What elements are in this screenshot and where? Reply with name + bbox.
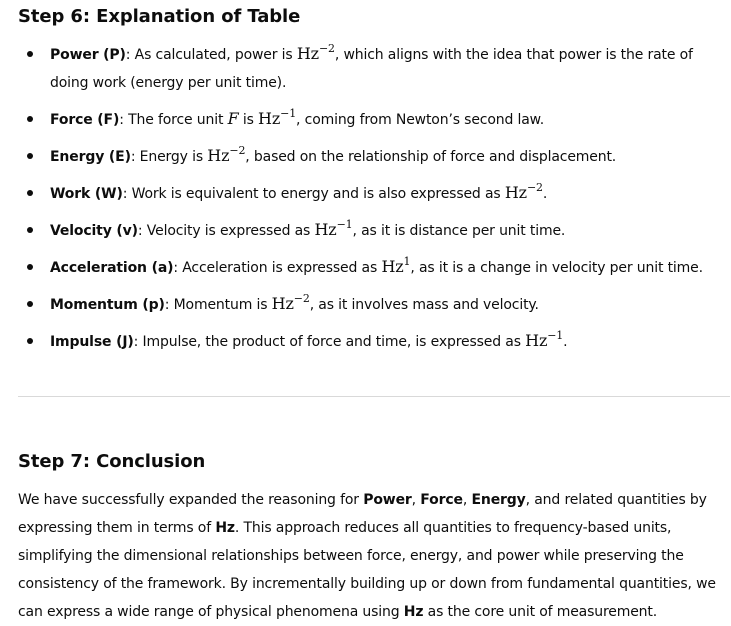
list-item-work bbox=[18, 179, 718, 208]
unit-expression bbox=[207, 146, 245, 165]
term: Work (W) bbox=[50, 186, 123, 202]
term: Velocity (v) bbox=[50, 223, 138, 239]
unit-expression bbox=[315, 220, 353, 239]
unit: Hz bbox=[381, 257, 404, 276]
exponent: −1 bbox=[547, 329, 564, 342]
item-text: , which aligns with the idea that power is the rate of doing work (energy per unit time). bbox=[50, 47, 693, 91]
unit-expression bbox=[258, 109, 296, 128]
item-text: . bbox=[542, 186, 548, 202]
step6-heading: Step 6: Explanation of Table bbox=[18, 6, 301, 27]
exponent: −2 bbox=[526, 181, 543, 194]
list-item-impulse bbox=[18, 327, 718, 356]
bold-term: Force bbox=[420, 492, 463, 508]
unit: Hz bbox=[296, 44, 319, 63]
unit-expression bbox=[525, 331, 563, 350]
conclusion-text: , bbox=[411, 492, 421, 508]
item-text: : Energy is bbox=[130, 149, 208, 165]
list-item-momentum bbox=[18, 290, 718, 319]
exponent: −1 bbox=[280, 107, 297, 120]
unit: Hz bbox=[504, 183, 527, 202]
conclusion-text: , bbox=[462, 492, 472, 508]
term: Momentum (p) bbox=[50, 297, 165, 313]
bold-term: Energy bbox=[471, 492, 526, 508]
exponent: 1 bbox=[403, 255, 411, 268]
item-text: : Acceleration is expressed as bbox=[173, 260, 382, 276]
term: Acceleration (a) bbox=[50, 260, 174, 276]
list-item-acceleration bbox=[18, 253, 718, 282]
conclusion-text: as the core unit of measurement. bbox=[423, 604, 658, 620]
item-text: is bbox=[238, 112, 259, 128]
item-text: : As calculated, power is bbox=[125, 47, 297, 63]
unit: Hz bbox=[314, 220, 337, 239]
symbol bbox=[228, 109, 239, 128]
conclusion-text: , and related quantities by expressing them in terms of bbox=[18, 492, 707, 536]
symbol-text: F bbox=[227, 109, 239, 128]
conclusion-text: . This approach reduces all quantities to frequency-based units, simplifying the dimensional relationships between force, energy, and power while preserving the consistency of the framework. By incrementally building up or down from fundamental quantities, we can express a wide range of physical phenomena using bbox=[18, 520, 716, 620]
item-text: , based on the relationship of force and displacement. bbox=[245, 149, 617, 165]
exponent: −2 bbox=[293, 292, 310, 305]
item-text: : The force unit bbox=[119, 112, 228, 128]
list-item-velocity bbox=[18, 216, 718, 245]
term: Impulse (J) bbox=[50, 334, 134, 350]
item-text: , as it involves mass and velocity. bbox=[309, 297, 539, 313]
conclusion-paragraph bbox=[18, 486, 718, 626]
unit-expression bbox=[272, 294, 310, 313]
conclusion-text: We have successfully expanded the reasoning for bbox=[18, 492, 364, 508]
item-text: . bbox=[563, 334, 568, 350]
bold-term: Hz bbox=[403, 604, 424, 620]
bold-term: Power bbox=[363, 492, 412, 508]
term: Energy (E) bbox=[50, 149, 131, 165]
term: Force (F) bbox=[50, 112, 120, 128]
item-text: , as it is a change in velocity per unit time. bbox=[410, 260, 703, 276]
item-text: : Momentum is bbox=[164, 297, 272, 313]
item-text: : Velocity is expressed as bbox=[137, 223, 315, 239]
item-text: : Impulse, the product of force and time, is expressed as bbox=[133, 334, 526, 350]
unit-expression bbox=[297, 44, 335, 63]
bold-term: Hz bbox=[215, 520, 235, 536]
section-divider bbox=[18, 396, 730, 397]
exponent: −2 bbox=[229, 144, 246, 157]
exponent: −2 bbox=[318, 42, 335, 55]
unit: Hz bbox=[207, 146, 230, 165]
list-item-power bbox=[18, 40, 718, 97]
item-text: , as it is distance per unit time. bbox=[352, 223, 566, 239]
unit-expression bbox=[381, 257, 410, 276]
unit: Hz bbox=[258, 109, 281, 128]
unit-expression bbox=[505, 183, 543, 202]
unit: Hz bbox=[271, 294, 294, 313]
exponent: −1 bbox=[336, 218, 353, 231]
explanation-list bbox=[18, 40, 718, 364]
list-item-energy bbox=[18, 142, 718, 171]
list-item-force bbox=[18, 105, 718, 134]
term: Power (P) bbox=[50, 47, 126, 63]
item-text: , coming from Newton’s second law. bbox=[296, 112, 544, 128]
item-text: : Work is equivalent to energy and is also expressed as bbox=[122, 186, 505, 202]
unit: Hz bbox=[525, 331, 548, 350]
step7-heading: Step 7: Conclusion bbox=[18, 451, 206, 472]
